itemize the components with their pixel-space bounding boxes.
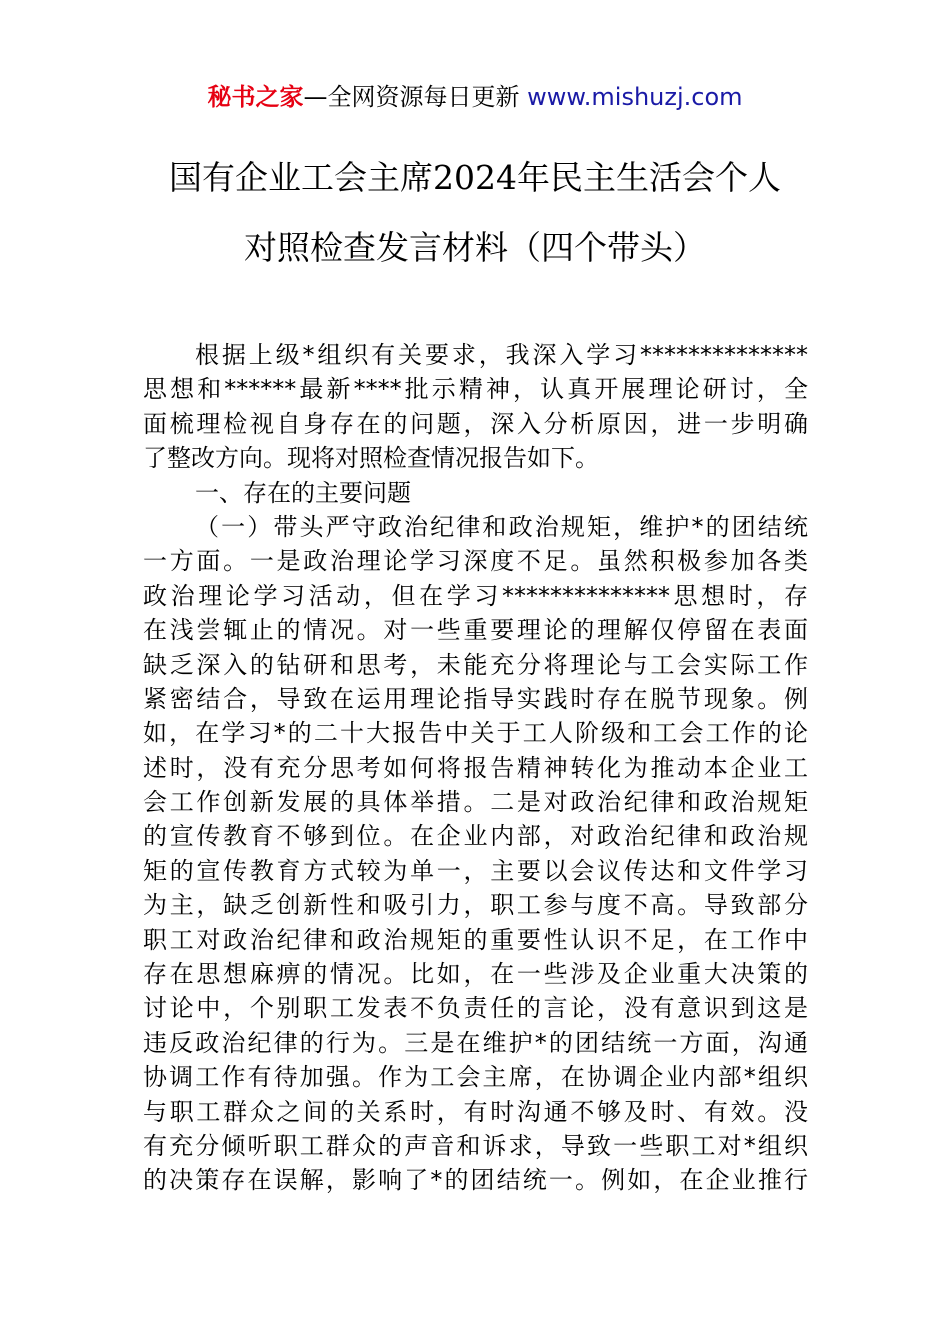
paragraph-line: 缺乏深入的钻研和思考，未能充分将理论与工会实际工作 xyxy=(143,650,808,679)
paragraph-line: 职工对政治纪律和政治规矩的重要性认识不足，在工作中 xyxy=(143,925,808,954)
document-title-line-2: 对照检查发言材料（四个带头） xyxy=(244,228,706,267)
paragraph-line: 与职工群众之间的关系时，有时沟通不够及时、有效。没 xyxy=(143,1097,808,1126)
paragraph-line: 政治理论学习活动，但在学习**************思想时，存 xyxy=(143,581,808,610)
paragraph-line: 的决策存在误解，影响了*的团结统一。例如，在企业推行 xyxy=(143,1166,808,1195)
paragraph-line: 矩的宣传教育方式较为单一，主要以会议传达和文件学习 xyxy=(143,856,808,885)
paragraph-line: 根据上级*组织有关要求，我深入学习************** xyxy=(195,341,808,369)
paragraph-line: 违反政治纪律的行为。三是在维护*的团结统一方面，沟通 xyxy=(143,1028,808,1057)
section-heading: 一、存在的主要问题 xyxy=(195,478,411,507)
paragraph-line: 了整改方向。现将对照检查情况报告如下。 xyxy=(143,444,599,473)
site-header xyxy=(0,80,950,114)
paragraph-line: 有充分倾听职工群众的声音和诉求，导致一些职工对*组织 xyxy=(143,1131,808,1160)
paragraph-line: 如，在学习*的二十大报告中关于工人阶级和工会工作的论 xyxy=(143,719,808,748)
document-title-line-1: 国有企业工会主席2024年民主生活会个人 xyxy=(169,158,781,197)
document-body xyxy=(143,338,808,1198)
paragraph-line: 为主，缺乏创新性和吸引力，职工参与度不高。导致部分 xyxy=(143,891,808,920)
paragraph-line: 的宣传教育不够到位。在企业内部，对政治纪律和政治规 xyxy=(143,822,808,851)
paragraph-line: 讨论中，个别职工发表不负责任的言论，没有意识到这是 xyxy=(143,994,808,1023)
paragraph-line: 紧密结合，导致在运用理论指导实践时存在脱节现象。例 xyxy=(143,684,808,713)
paragraph-line: 在浅尝辄止的情况。对一些重要理论的理解仅停留在表面 xyxy=(143,616,808,645)
site-brand: 秘书之家 xyxy=(207,83,304,111)
paragraph-line: 面梳理检视自身存在的问题，深入分析原因，进一步明确 xyxy=(143,409,808,438)
subsection-heading-line: （一）带头严守政治纪律和政治规矩，维护*的团结统 xyxy=(195,512,808,541)
paragraph-line: 述时，没有充分思考如何将报告精神转化为推动本企业工 xyxy=(143,753,808,782)
paragraph-line: 协调工作有待加强。作为工会主席，在协调企业内部*组织 xyxy=(143,1063,808,1092)
paragraph-line: 思想和******最新****批示精神，认真开展理论研讨，全 xyxy=(143,375,808,404)
site-slogan: —全网资源每日更新 xyxy=(303,83,528,111)
paragraph-line: 一方面。一是政治理论学习深度不足。虽然积极参加各类 xyxy=(143,547,808,576)
site-url-link[interactable]: www.mishuzj.com xyxy=(527,83,743,111)
paragraph-line: 存在思想麻痹的情况。比如，在一些涉及企业重大决策的 xyxy=(143,960,808,989)
paragraph-line: 会工作创新发展的具体举措。二是对政治纪律和政治规矩 xyxy=(143,788,808,817)
